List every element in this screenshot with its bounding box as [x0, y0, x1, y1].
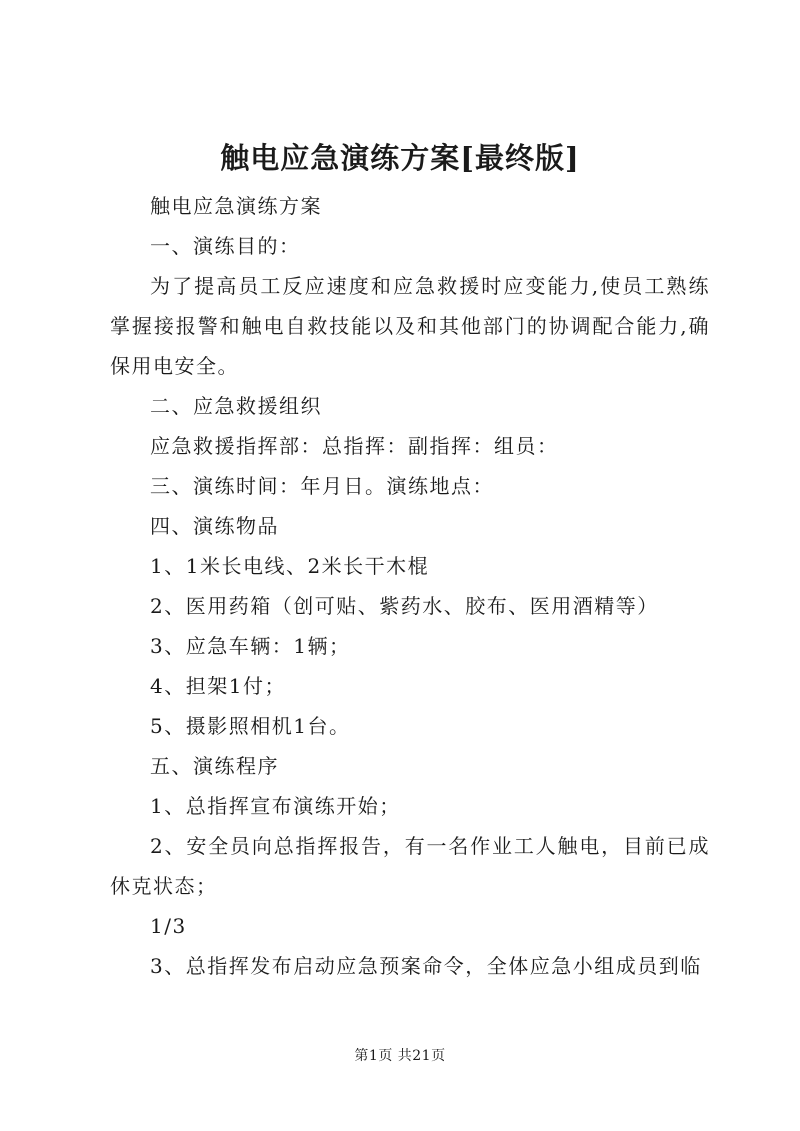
list-item: 5、摄影照相机1台。 [150, 714, 351, 738]
page-fraction: 1/3 [150, 914, 187, 938]
page-footer: 第1页 共21页 [354, 1048, 446, 1064]
list-item: 4、担架1付； [150, 674, 286, 698]
section-heading-materials: 四、演练物品 [150, 514, 279, 538]
section-heading-procedure: 五、演练程序 [150, 754, 279, 778]
list-item: 1、总指挥宣布演练开始； [150, 794, 401, 818]
list-item: 2、医用药箱（创可贴、紫药水、胶布、医用酒精等） [150, 594, 659, 618]
paragraph-organization: 应急救援指挥部：总指挥：副指挥：组员： [150, 434, 559, 458]
list-item: 1、1米长电线、2米长干木棍 [150, 554, 430, 578]
list-item: 3、总指挥发布启动应急预案命令，全体应急小组成员到临 [150, 954, 702, 978]
list-item: 2、安全员向总指挥报告，有一名作业工人触电，目前已成休克状态； [110, 834, 710, 898]
document-title: 触电应急演练方案[最终版] [220, 141, 580, 175]
paragraph-purpose: 为了提高员工反应速度和应急救援时应变能力,使员工熟练掌握接报警和触电自救技能以及和其他部门的协调配合能力,确保用电安全。 [110, 274, 710, 378]
paragraph-subtitle: 触电应急演练方案 [150, 194, 322, 218]
section-heading-time-place: 三、演练时间：年月日。演练地点： [150, 474, 494, 498]
section-heading-organization: 二、应急救援组织 [150, 394, 322, 418]
list-item: 3、应急车辆：1辆； [150, 634, 351, 658]
section-heading-purpose: 一、演练目的： [150, 234, 301, 258]
document-body [110, 186, 710, 986]
